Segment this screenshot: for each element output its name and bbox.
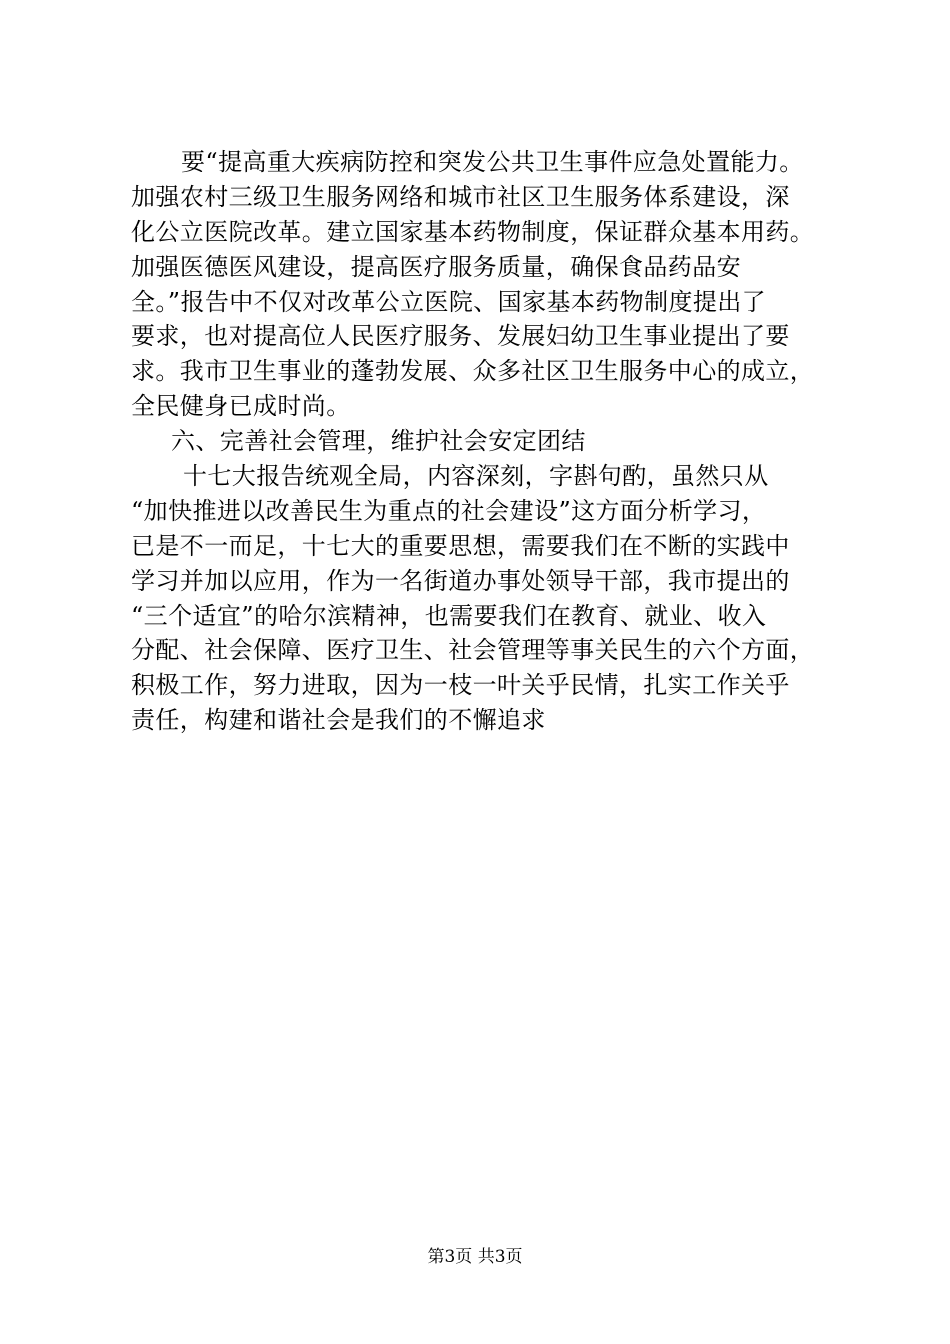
paragraph-line: 要求，也对提高位人民医疗服务、发展妇幼卫生事业提出了要 — [131, 322, 790, 351]
paragraph-line: “三个适宜”的哈尔滨精神，也需要我们在教育、就业、收入 — [131, 601, 767, 630]
paragraph-line: 求。我市卫生事业的蓬勃发展、众多社区卫生服务中心的成立， — [131, 357, 815, 386]
paragraph-line: 加强医德医风建设，提高医疗服务质量，确保食品药品安 — [131, 252, 741, 281]
paragraph-line: 分配、社会保障、医疗卫生、社会管理等事关民生的六个方面， — [131, 636, 815, 665]
paragraph-line: 责任，构建和谐社会是我们的不懈追求 — [131, 706, 546, 735]
paragraph-line: 已是不一而足，十七大的重要思想，需要我们在不断的实践中 — [131, 531, 790, 560]
paragraph-line: 全。”报告中不仅对改革公立医院、国家基本药物制度提出了 — [131, 287, 767, 316]
paragraph-line: “加快推进以改善民生为重点的社会建设”这方面分析学习， — [131, 496, 767, 525]
paragraph-line: 要“提高重大疾病防控和突发公共卫生事件应急处置能力。 — [181, 148, 804, 176]
paragraph-line: 加强农村三级卫生服务网络和城市社区卫生服务体系建设，深 — [131, 182, 790, 211]
page-number-footer: 第3页 共3页 — [427, 1247, 523, 1267]
paragraph-line: 全民健身已成时尚。 — [131, 392, 351, 421]
paragraph-line: 十七大报告统观全局，内容深刻，字斟句酌，虽然只从 — [183, 462, 769, 491]
document-body — [131, 145, 851, 738]
paragraph-line: 学习并加以应用，作为一名街道办事处领导干部，我市提出的 — [131, 566, 790, 595]
paragraph-line: 化公立医院改革。建立国家基本药物制度，保证群众基本用药。 — [131, 217, 815, 246]
section-heading: 六、完善社会管理，维护社会安定团结 — [171, 427, 586, 456]
paragraph-line: 积极工作，努力进取，因为一枝一叶关乎民情，扎实工作关乎 — [131, 671, 790, 700]
